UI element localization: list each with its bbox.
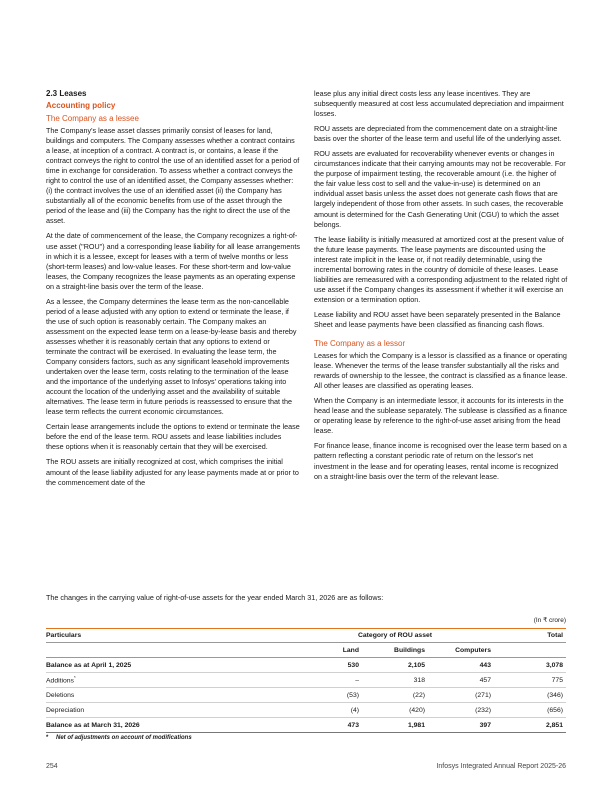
cell-land: 473 (296, 718, 362, 733)
cell-land: (4) (296, 703, 362, 718)
cell-land: (53) (296, 688, 362, 703)
table-row (46, 718, 566, 733)
footnote-mark: * (73, 675, 76, 681)
paragraph: The lease liability is initially measured at amortized cost at the present value of the future lease payments. The lease payments are discounted using the interest rate implicit in the lease or, if not readily determinable, using the incremental borrowing rates in the country of domicile of these leases. Lease liabilities are remeasured with a corresponding adjustment to the related right of use asset if the Company changes its assessment if whether it will exercise an extension or a termination option. (314, 234, 568, 304)
lessee-heading: The Company as a lessee (46, 114, 139, 123)
row-label: Deletions (46, 688, 296, 703)
row-label: Balance as at April 1, 2025 (46, 658, 296, 673)
paragraph: For finance lease, finance income is recognised over the lease term based on a pattern reflecting a constant periodic rate of return on the lessor's net investment in the lease and for operating leases, rental income is recognized on a straight-line basis over the term of the relevant lease. (314, 441, 567, 481)
paragraph: When the Company is an intermediate lessor, it accounts for its interests in the head lease and the sublease separately. The sublease is classified as a finance or operating lease by reference to the right-of-use asset arising from the head lease. (314, 396, 568, 436)
cell-total: 2,851 (494, 718, 566, 733)
table-header-row (46, 628, 566, 643)
paragraph: The ROU assets are initially recognized at cost, which comprises the initial amount of the lease liability adjusted for any lease payments made at or prior to the commencement date of the (46, 457, 299, 487)
accounting-policy-heading: Accounting policy (46, 101, 116, 110)
col-land: Land (296, 643, 362, 658)
paragraph: lease plus any initial direct costs less any lease incentives. They are subsequently measured at cost less accumulated depreciation and impairment losses. (314, 89, 564, 119)
paragraph: ROU assets are depreciated from the commencement date on a straight-line basis over the shorter of the lease term and useful life of the underlying asset. (314, 124, 562, 144)
cell-buildings: 2,105 (362, 658, 428, 673)
table-row (46, 658, 566, 673)
cell-buildings: (420) (362, 703, 428, 718)
table-unit: (In ₹ crore) (533, 617, 566, 624)
cell-land: – (296, 673, 362, 688)
row-label: Balance as at March 31, 2026 (46, 718, 296, 733)
table-intro: The changes in the carrying value of right-of-use assets for the year ended March 31, 2026 are as follows: (46, 593, 384, 602)
col-total: Total (494, 628, 566, 643)
cell-computers: (232) (428, 703, 494, 718)
report-title: Infosys Integrated Annual Report 2025-26 (436, 763, 566, 770)
page-number: 254 (46, 763, 58, 770)
col-category-group: Category of ROU asset (296, 628, 494, 643)
cell-computers: 397 (428, 718, 494, 733)
cell-total: 775 (494, 673, 566, 688)
table-row (46, 673, 566, 688)
paragraph: Leases for which the Company is a lessor is classified as a finance or operating lease. Whenever the terms of the lease transfer substantially all the risks and rewards of ownership to the lessee, the contract is classified as a finance lease. All other leases are classified as operating leases. (314, 351, 568, 391)
cell-total: (656) (494, 703, 566, 718)
cell-total: 3,078 (494, 658, 566, 673)
table-subheader-row (46, 643, 566, 658)
col-buildings: Buildings (362, 643, 428, 658)
left-column (46, 89, 300, 493)
cell-computers: 457 (428, 673, 494, 688)
rou-asset-table (46, 628, 566, 733)
paragraph: As a lessee, the Company determines the lease term as the non-cancellable period of a lease adjusted with any option to extend or terminate the lease, if the use of such option is reasonably certain. The Company makes an assessment on the expected lease term on a lease-by-lease basis and thereby assesses whether it is reasonably certain that any options to extend or terminate the contract will be exercised. In evaluating the lease term, the Company considers factors, such as any significant leasehold improvements undertaken over the lease term, costs relating to the termination of the lease and the importance of the underlying asset to Infosys' operations taking into account the location of the underlying asset and the availability of suitable alternatives. The lease term in future periods is reassessed to ensure that the lease term reflects the current economic circumstances. (46, 296, 297, 417)
table-footnote (46, 735, 192, 741)
footnote-text: Net of adjustments on account of modifications (56, 735, 192, 741)
footnote-mark: * (46, 735, 49, 741)
lessor-heading: The Company as a lessor (314, 339, 406, 349)
col-particulars: Particulars (46, 628, 296, 643)
table-top-rule (46, 628, 566, 629)
paragraph: Lease liability and ROU asset have been separately presented in the Balance Sheet and lease payments have been classified as financing cash flows. (314, 309, 561, 329)
col-computers: Computers (428, 643, 494, 658)
section-title: 2.3 Leases (46, 89, 87, 98)
cell-computers: (271) (428, 688, 494, 703)
table-row (46, 688, 566, 703)
cell-buildings: 1,981 (362, 718, 428, 733)
cell-land: 530 (296, 658, 362, 673)
table-row (46, 703, 566, 718)
paragraph: At the date of commencement of the lease, the Company recognizes a right-of-use asset ("ROU") and a corresponding lease liability for all lease arrangements in which it is a lessee, except for leases with a term of twelve months or less (short-term leases) and low-value leases. For these short-term and low-value leases, the Company recognizes the lease payments as an operating expense on a straight-line basis over the term of the lease. (46, 231, 300, 291)
cell-total: (346) (494, 688, 566, 703)
row-label: Depreciation (46, 703, 296, 718)
row-label: Additions* (46, 673, 296, 688)
paragraph: Certain lease arrangements include the options to extend or terminate the lease before the end of the lease term. ROU assets and lease liabilities includes these options when it is reasonably certain that they will be exercised. (46, 422, 300, 452)
cell-buildings: (22) (362, 688, 428, 703)
cell-buildings: 318 (362, 673, 428, 688)
cell-computers: 443 (428, 658, 494, 673)
paragraph: The Company's lease asset classes primarily consist of leases for land, buildings and computers. The Company assesses whether a contract contains a lease, at inception of a contract. A contract is, or contains, a lease if the contract conveys the right to control the use of an identified asset for a period of time in exchange for consideration. To assess whether a contract conveys the right to control the use of an identified asset, the Company assesses whether: (i) the contract involves the use of an identified asset (ii) the Company has substantially all of the economic benefits from use of the asset through the period of the lease and (iii) the Company has the right to direct the use of the asset. (46, 126, 300, 226)
right-column (314, 89, 568, 487)
paragraph: ROU assets are evaluated for recoverability whenever events or changes in circumstances indicate that their carrying amounts may not be recoverable. For the purpose of impairment testing, the recoverable amount (i.e. the higher of the fair value less cost to sell and the value-in-use) is determined on an individual asset basis unless the asset does not generate cash flows that are largely independent of those from other assets. In such cases, the recoverable amount is determined for the Cash Generating Unit (CGU) to which the asset belongs. (314, 149, 566, 229)
